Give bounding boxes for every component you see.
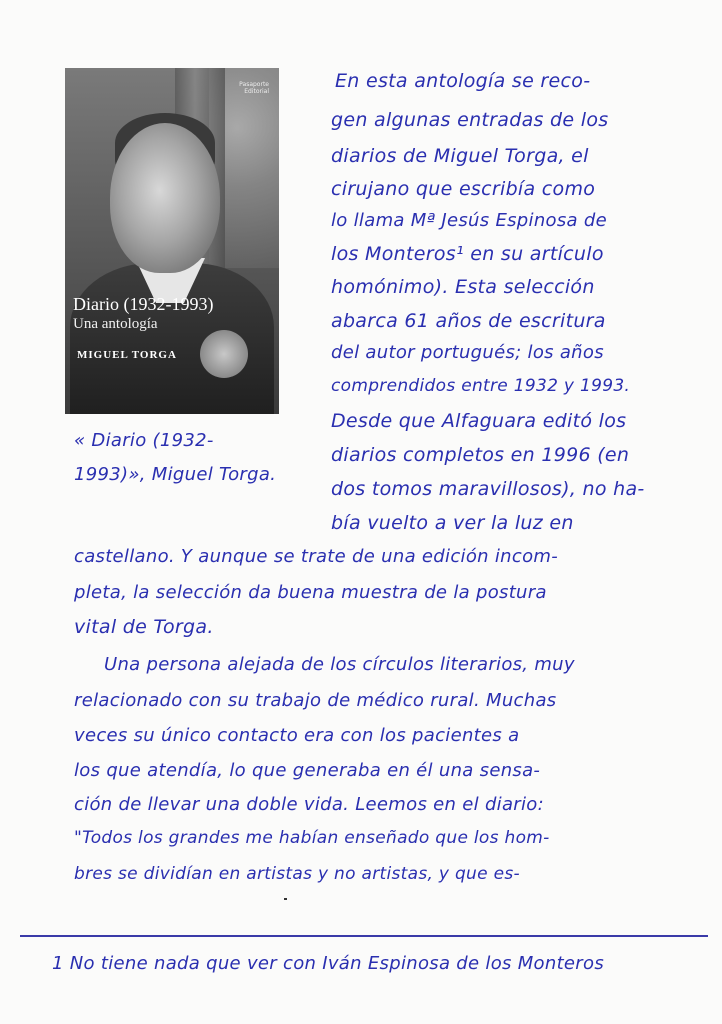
body-line: bres se dividían en artistas y no artistas, y que es- xyxy=(74,864,520,884)
cover-figure-portrait xyxy=(110,123,220,273)
body-line: cirujano que escribía como xyxy=(331,178,596,200)
caption-line: 1993)», Miguel Torga. xyxy=(74,464,277,485)
body-line: abarca 61 años de escritura xyxy=(331,310,606,332)
body-line: gen algunas entradas de los xyxy=(331,109,609,131)
cover-title: Diario (1932-1993) xyxy=(73,294,214,314)
body-line: los que atendía, lo que generaba en él una sensa- xyxy=(74,760,541,781)
body-line: dos tomos maravillosos), no ha- xyxy=(331,478,645,500)
body-line: bía vuelto a ver la luz en xyxy=(331,512,574,534)
book-cover-image xyxy=(65,68,279,414)
body-line: los Monteros¹ en su artículo xyxy=(331,243,604,265)
body-line: Desde que Alfaguara editó los xyxy=(331,410,627,432)
cover-author: MIGUEL TORGA xyxy=(77,349,177,361)
body-line: comprendidos entre 1932 y 1993. xyxy=(331,376,631,396)
body-line: lo llama Mª Jesús Espinosa de xyxy=(331,210,607,231)
body-line: diarios completos en 1996 (en xyxy=(331,444,630,466)
ink-speck xyxy=(284,898,287,900)
cover-publisher-logo: Pasaporte Editorial xyxy=(239,81,269,95)
body-line: vital de Torga. xyxy=(74,616,214,638)
body-line: Una persona alejada de los círculos literarios, muy xyxy=(104,654,575,675)
body-line: homónimo). Esta selección xyxy=(331,276,595,298)
body-line: pleta, la selección da buena muestra de la postura xyxy=(74,582,547,603)
footnote: 1 No tiene nada que ver con Iván Espinosa de los Monteros xyxy=(52,953,605,974)
footnote-divider xyxy=(20,935,708,937)
body-line: "Todos los grandes me habían enseñado que los hom- xyxy=(74,828,550,848)
body-line: En esta antología se reco- xyxy=(335,70,591,92)
body-line: del autor portugués; los años xyxy=(331,342,604,363)
body-line: veces su único contacto era con los pacientes a xyxy=(74,725,520,746)
cover-subtitle: Una antología xyxy=(73,316,158,332)
cover-figure-hand xyxy=(200,330,248,378)
body-line: diarios de Miguel Torga, el xyxy=(331,145,589,167)
caption-line: « Diario (1932- xyxy=(74,430,214,451)
body-line: ción de llevar una doble vida. Leemos en el diario: xyxy=(74,794,544,815)
body-line: castellano. Y aunque se trate de una edición incom- xyxy=(74,546,559,567)
body-line: relacionado con su trabajo de médico rural. Muchas xyxy=(74,690,557,711)
